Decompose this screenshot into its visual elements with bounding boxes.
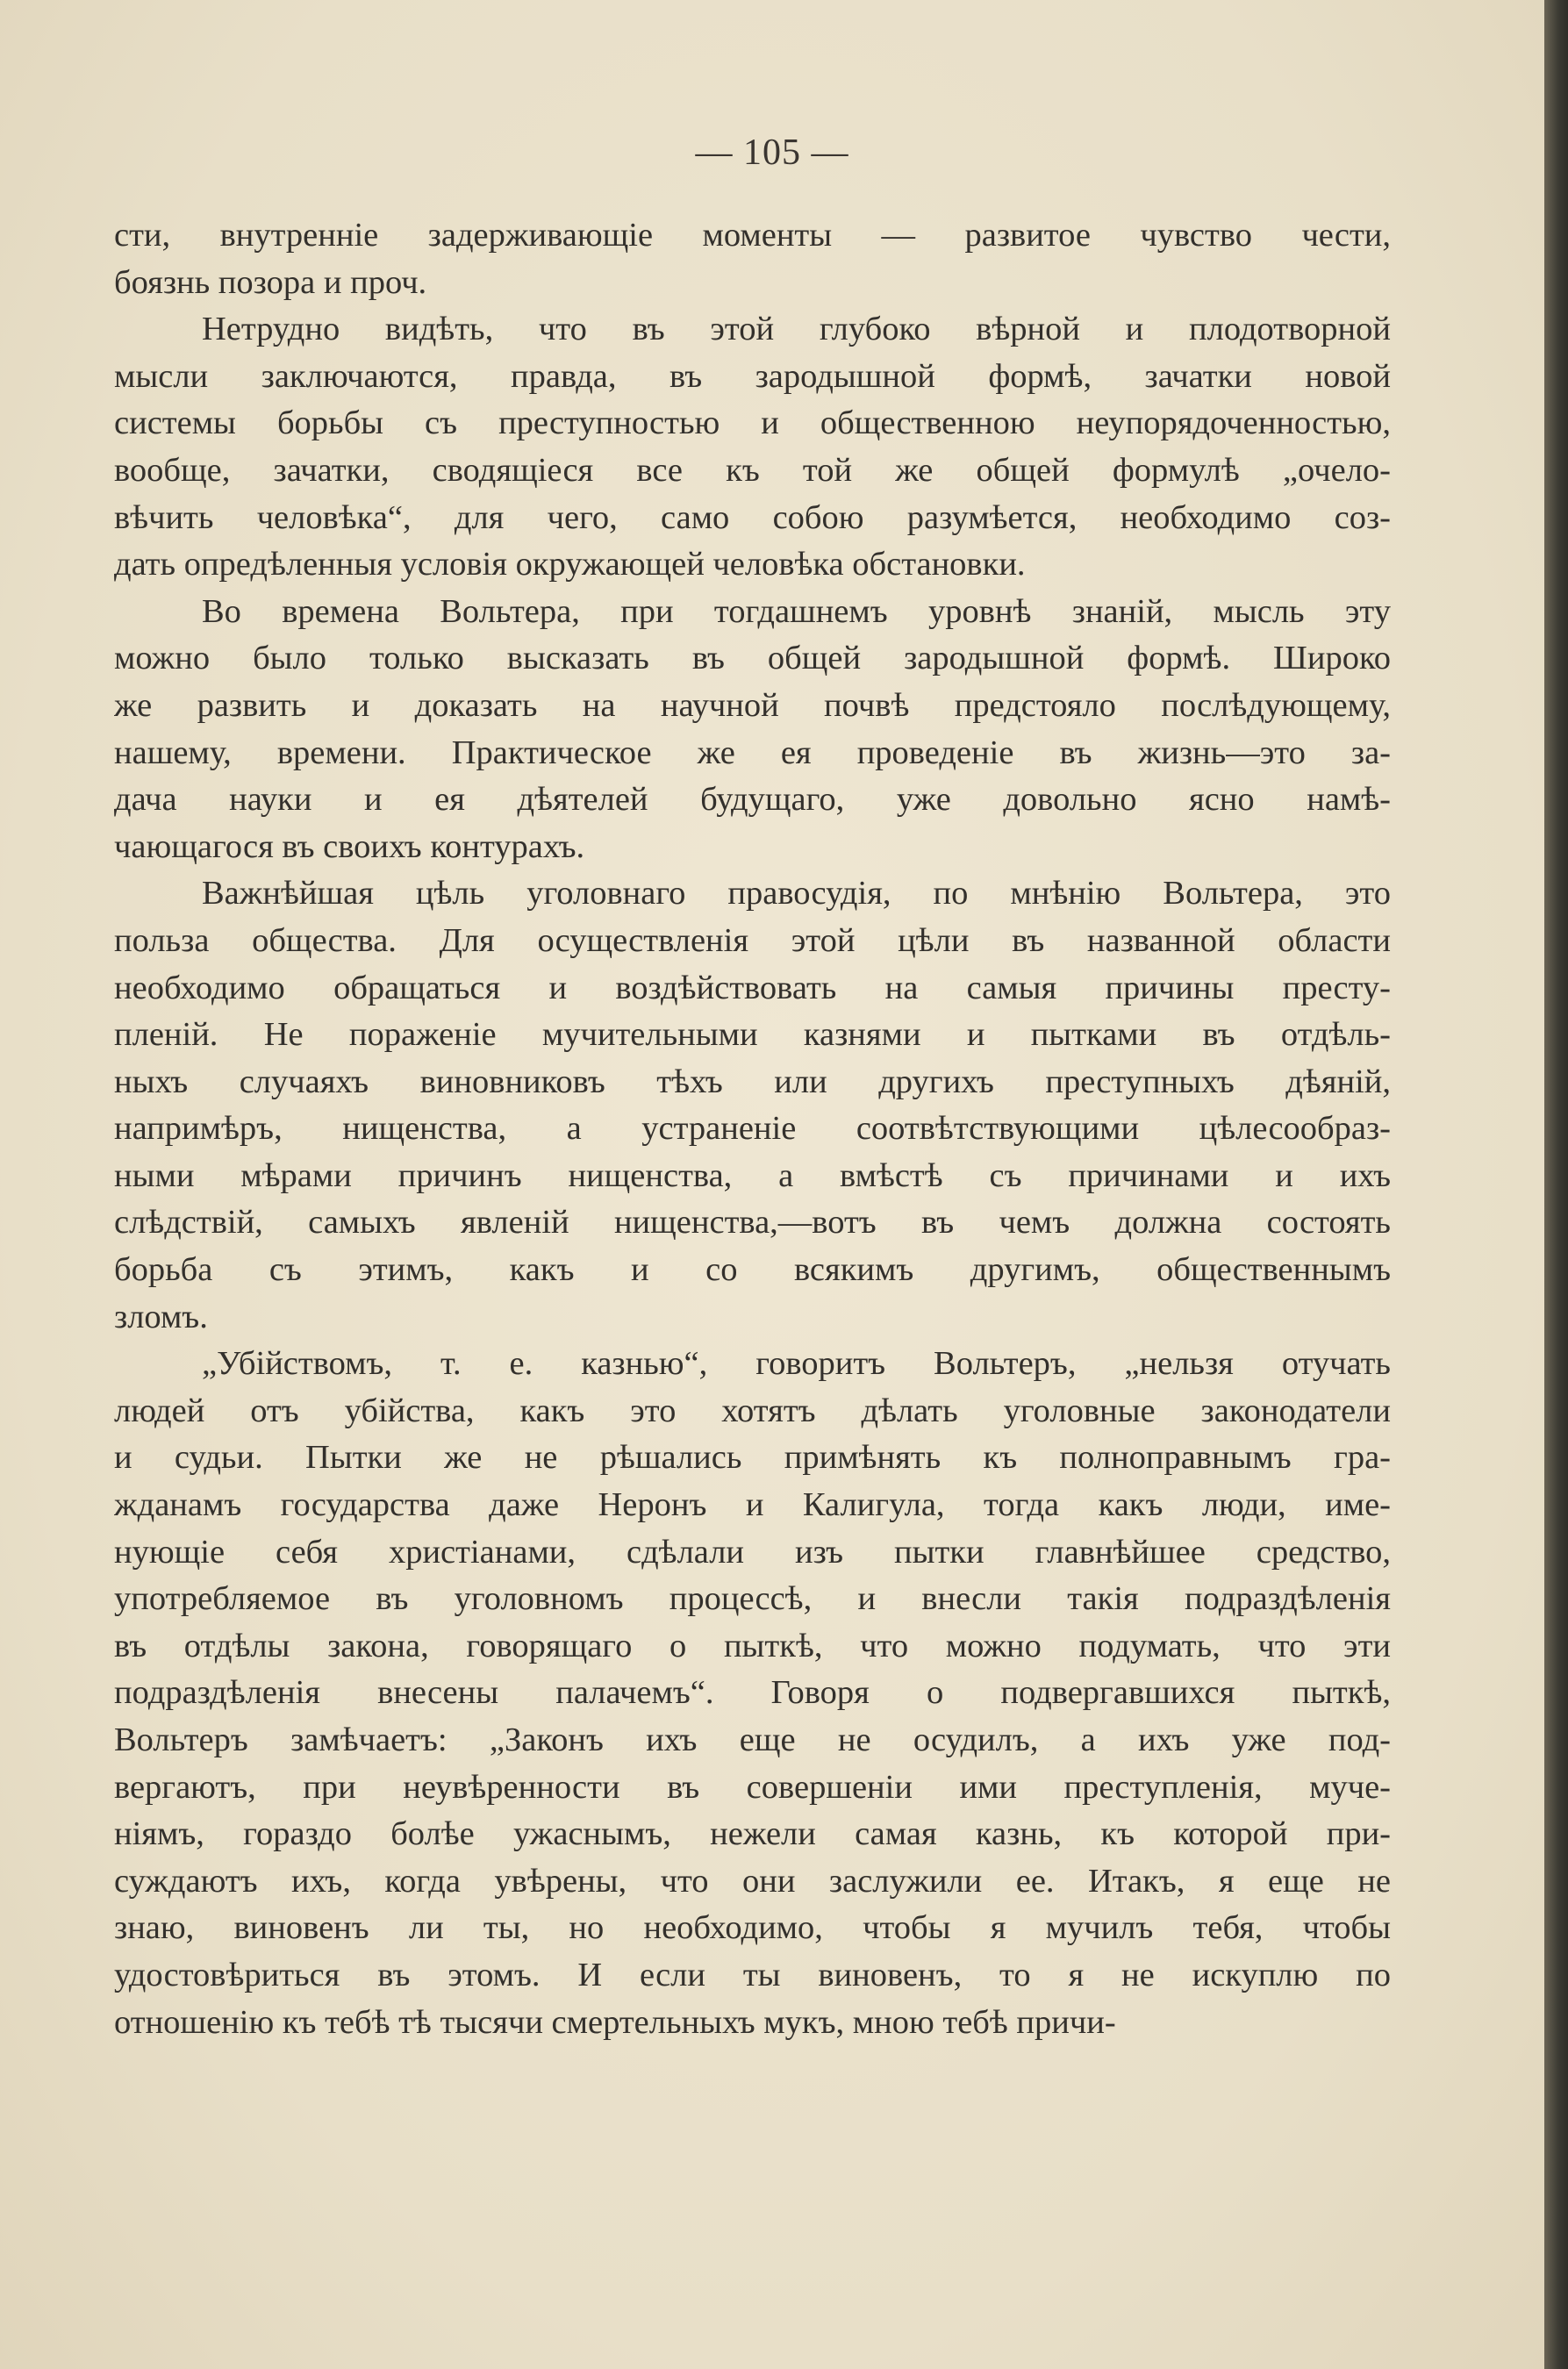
text-line: людей отъ убійства, какъ это хотятъ дѣлать уголовные законодатели <box>114 1392 1391 1429</box>
text-line: борьба съ этимъ, какъ и со всякимъ другимъ, общественнымъ <box>114 1251 1391 1289</box>
text-line: боязнь позора и проч. <box>114 263 427 301</box>
paragraph <box>114 212 1391 306</box>
text-line: ніямъ, гораздо болѣе ужаснымъ, нежели самая казнь, къ которой при- <box>114 1815 1391 1853</box>
text-line: пленій. Не пораженіе мучительными казнями и пытками въ отдѣль- <box>114 1016 1391 1054</box>
text-line: слѣдствій, самыхъ явленій нищенства,—вотъ въ чемъ должна состоять <box>114 1204 1391 1242</box>
text-line: дача науки и ея дѣятелей будущаго, уже довольно ясно намѣ- <box>114 781 1391 819</box>
paragraph <box>114 306 1391 589</box>
page-edge <box>1544 0 1568 2369</box>
text-line: отношенію къ тебѣ тѣ тысячи смертельныхъ мукъ, мною тебѣ причи- <box>114 2003 1116 2041</box>
text-line: сти, внутренніе задерживающіе моменты — развитое чувство чести, <box>114 217 1391 254</box>
text-line: же развить и доказать на научной почвѣ предстояло послѣдующему, <box>114 686 1391 724</box>
text-line: Во времена Вольтера, при тогдашнемъ уровнѣ знаній, мысль эту <box>202 592 1391 630</box>
text-line: зломъ. <box>114 1298 208 1335</box>
text-line: знаю, виновенъ ли ты, но необходимо, чтобы я мучилъ тебя, чтобы <box>114 1909 1391 1947</box>
paragraph <box>114 589 1391 871</box>
text-line: польза общества. Для осуществленія этой цѣли въ названной области <box>114 921 1391 959</box>
text-line: удостовѣриться въ этомъ. И если ты виновенъ, то я не искуплю по <box>114 1956 1391 1993</box>
text-line: жданамъ государства даже Неронъ и Калигула, тогда какъ люди, име- <box>114 1486 1391 1524</box>
text-line: ными мѣрами причинъ нищенства, а вмѣстѣ съ причинами и ихъ <box>114 1156 1391 1194</box>
paragraph <box>114 1341 1391 2046</box>
text-line: можно было только высказать въ общей зародышной формѣ. Широко <box>114 640 1391 677</box>
text-line: чающагося въ своихъ контурахъ. <box>114 827 585 865</box>
page-number: — 105 — <box>695 132 849 173</box>
text-line: и судьи. Пытки же не рѣшались примѣнять къ полноправнымъ гра- <box>114 1439 1391 1477</box>
text-line: нашему, времени. Практическое же ея проведеніе въ жизнь—это за- <box>114 734 1391 771</box>
text-line: необходимо обращаться и воздѣйствовать на самыя причины престу- <box>114 969 1391 1006</box>
text-line: вергаютъ, при неувѣренности въ совершеніи ими преступленія, муче- <box>114 1768 1391 1806</box>
text-line: вѣчить человѣка“, для чего, само собою разумѣется, необходимо соз- <box>114 498 1391 536</box>
text-line: напримѣръ, нищенства, а устраненіе соотвѣтствующими цѣлесообраз- <box>114 1110 1391 1148</box>
text-line: Нетрудно видѣть, что въ этой глубоко вѣрной и плодотворной <box>202 311 1391 348</box>
body-text <box>114 212 1391 2046</box>
text-line: нующіе себя христіанами, сдѣлали изъ пытки главнѣйшее средство, <box>114 1533 1391 1571</box>
text-line: суждаютъ ихъ, когда увѣрены, что они заслужили ее. Итакъ, я еще не <box>114 1862 1391 1900</box>
text-line: Важнѣйшая цѣль уголовнаго правосудія, по мнѣнію Вольтера, это <box>202 875 1391 913</box>
text-line: Вольтеръ замѣчаетъ: „Законъ ихъ еще не осудилъ, а ихъ уже под- <box>114 1721 1391 1758</box>
text-line: системы борьбы съ преступностью и общественною неупорядоченностью, <box>114 404 1391 442</box>
text-line: подраздѣленія внесены палачемъ“. Говоря о подвергавшихся пыткѣ, <box>114 1674 1391 1712</box>
text-line: ныхъ случаяхъ виновниковъ тѣхъ или другихъ преступныхъ дѣяній, <box>114 1063 1391 1100</box>
text-line: употребляемое въ уголовномъ процессѣ, и внесли такія подраздѣленія <box>114 1580 1391 1618</box>
text-line: дать опредѣленныя условія окружающей человѣка обстановки. <box>114 546 1026 583</box>
text-line: въ отдѣлы закона, говорящаго о пыткѣ, что можно подумать, что эти <box>114 1627 1391 1664</box>
text-line: вообще, зачатки, сводящіеся все къ той же общей формулѣ „очело- <box>114 451 1391 489</box>
paragraph <box>114 870 1391 1341</box>
text-line: „Убійствомъ, т. е. казнью“, говоритъ Вольтеръ, „нельзя отучать <box>202 1345 1391 1383</box>
text-line: мысли заключаются, правда, въ зародышной формѣ, зачатки новой <box>114 357 1391 395</box>
